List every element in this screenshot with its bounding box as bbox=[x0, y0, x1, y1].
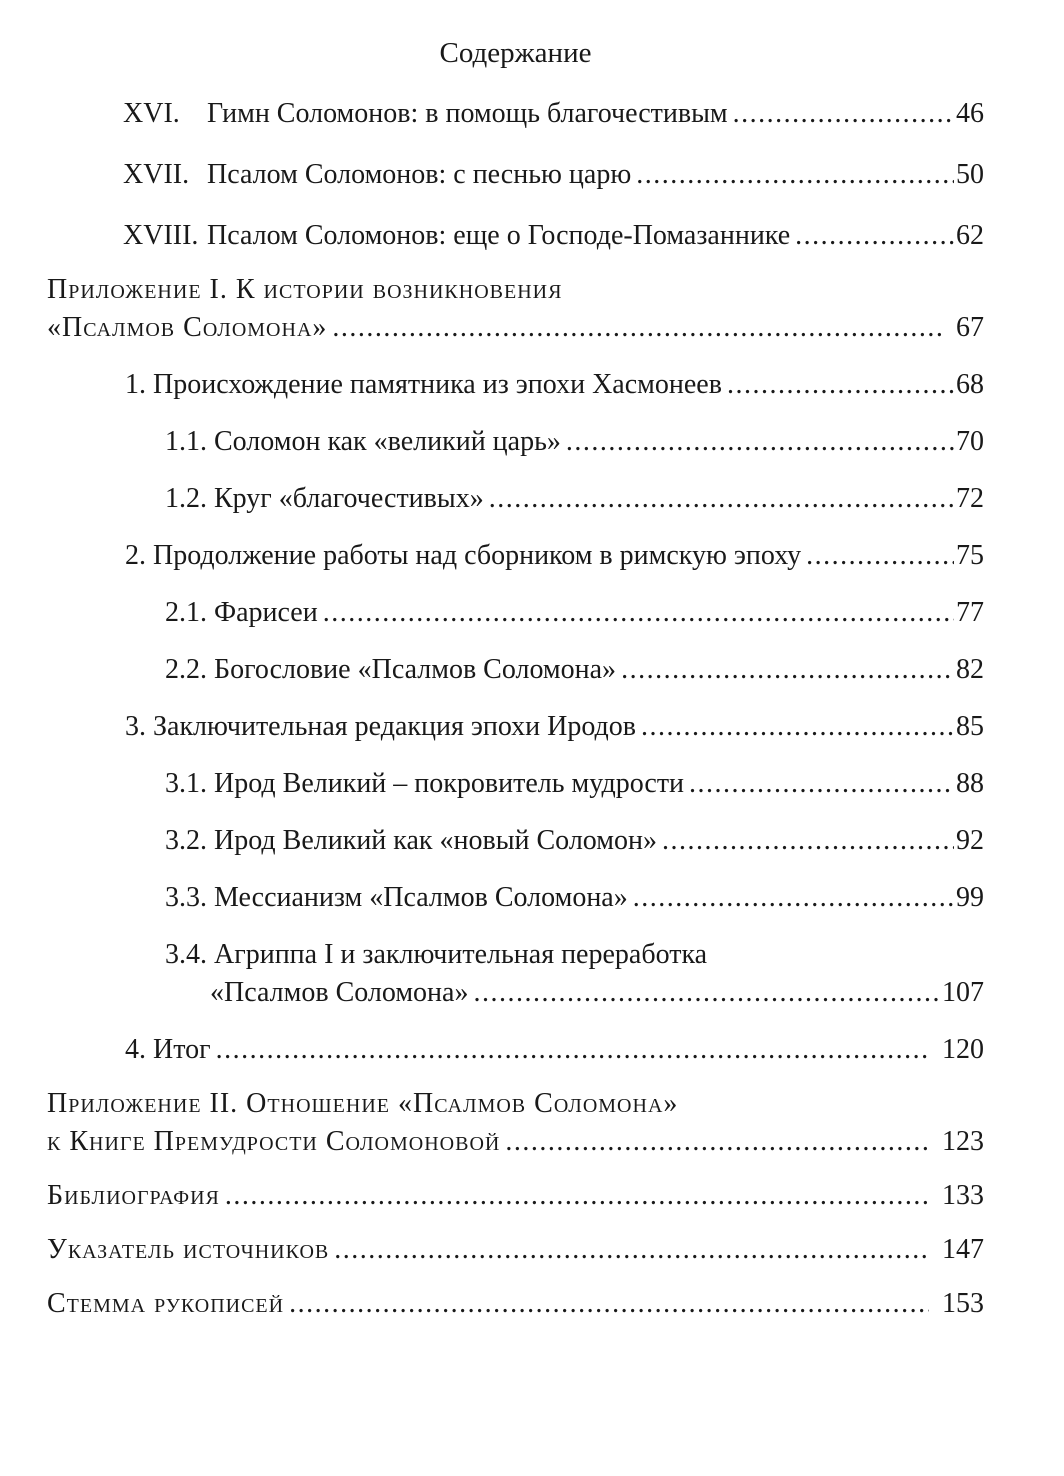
toc-entry-title: 2.2. Богословие «Псалмов Соломона» bbox=[165, 654, 617, 685]
toc-entry bbox=[47, 1231, 984, 1269]
toc-entry bbox=[47, 1177, 984, 1215]
toc-entry-title: 3.4. Агриппа I и заключительная переработка bbox=[165, 939, 708, 970]
toc-entry-page-number: 67 bbox=[956, 312, 984, 343]
toc-entry-lines bbox=[165, 879, 984, 917]
toc-entry-page-number: 77 bbox=[956, 597, 984, 628]
toc-entry-page-number: 99 bbox=[956, 882, 984, 913]
toc-entry-title: 1.1. Соломон как «великий царь» bbox=[165, 426, 561, 457]
toc-entry-title: 3.3. Мессианизм «Псалмов Соломона» bbox=[165, 882, 628, 913]
dot-leader bbox=[566, 423, 954, 461]
toc-entry bbox=[165, 480, 984, 518]
toc-entry-title: 2.1. Фарисеи bbox=[165, 597, 318, 628]
dot-leader bbox=[727, 366, 954, 404]
toc-entry-page-number: 46 bbox=[956, 98, 984, 129]
toc-entry-lines bbox=[165, 822, 984, 860]
toc-entry-page-number: 123 bbox=[942, 1126, 984, 1157]
dot-leader bbox=[733, 95, 954, 133]
toc-entry-lines bbox=[165, 480, 984, 518]
toc-entry-page-number: 147 bbox=[942, 1234, 984, 1265]
dot-leader bbox=[473, 974, 940, 1012]
toc-entry-lines bbox=[165, 594, 984, 632]
dot-leader bbox=[489, 480, 954, 518]
toc-entry bbox=[165, 765, 984, 803]
toc-entry-line bbox=[165, 423, 984, 461]
toc-entry-line bbox=[125, 537, 984, 575]
toc-entry-title: Псалом Соломонов: с песнью царю bbox=[207, 159, 632, 190]
toc-entry-line bbox=[165, 879, 984, 917]
toc-entry-title: 1.2. Круг «благочестивых» bbox=[165, 483, 484, 514]
toc-entry-title: Приложение I. К истории возникновения bbox=[47, 274, 563, 305]
toc-entry-lines bbox=[207, 95, 984, 133]
toc-entry-title: 3.1. Ирод Великий – покровитель мудрости bbox=[165, 768, 685, 799]
toc-entry-line bbox=[165, 936, 984, 974]
toc-entry-line bbox=[165, 765, 984, 803]
dot-leader bbox=[795, 217, 954, 255]
toc-entry-line bbox=[207, 217, 984, 255]
toc-entry-line bbox=[165, 480, 984, 518]
toc-entry-lines bbox=[125, 708, 984, 746]
toc-entry-lines bbox=[165, 423, 984, 461]
toc-entry-title: 3.2. Ирод Великий как «новый Соломон» bbox=[165, 825, 657, 856]
toc-entry-line bbox=[125, 1031, 984, 1069]
toc-entry bbox=[125, 708, 984, 746]
toc-entry bbox=[125, 366, 984, 404]
dot-leader bbox=[216, 1031, 929, 1069]
dot-leader bbox=[633, 879, 954, 917]
toc-entry-title: 1. Происхождение памятника из эпохи Хасмонеев bbox=[125, 369, 722, 400]
toc-entry-line bbox=[165, 822, 984, 860]
toc-entry-page-number: 50 bbox=[956, 159, 984, 190]
toc-entry-lines bbox=[125, 1031, 984, 1069]
toc-entry-title: 2. Продолжение работы над сборником в римскую эпоху bbox=[125, 540, 802, 571]
toc-entry bbox=[47, 1285, 984, 1323]
dot-leader bbox=[323, 594, 954, 632]
toc-entry-line bbox=[47, 1177, 984, 1215]
toc-entry-lines bbox=[47, 1285, 984, 1323]
toc-entry-lines bbox=[47, 1177, 984, 1215]
toc-entry bbox=[123, 217, 984, 255]
toc-entry-lines bbox=[47, 1085, 984, 1161]
toc-entry-number: XVI. bbox=[123, 98, 180, 129]
toc-entry-title: Гимн Соломонов: в помощь благочестивым bbox=[207, 98, 728, 129]
toc-entry-title: Псалом Соломонов: еще о Господе-Помазаннике bbox=[207, 220, 791, 251]
toc-entry-title: 3. Заключительная редакция эпохи Иродов bbox=[125, 711, 636, 742]
dot-leader bbox=[636, 156, 954, 194]
dot-leader bbox=[689, 765, 954, 803]
toc-entry-line bbox=[207, 156, 984, 194]
toc-entry bbox=[165, 423, 984, 461]
toc-entry-line bbox=[47, 1231, 984, 1269]
dot-leader bbox=[641, 708, 954, 746]
toc-entry-title: Стемма рукописей bbox=[47, 1288, 285, 1319]
toc-entry-line bbox=[165, 594, 984, 632]
dot-leader bbox=[505, 1123, 929, 1161]
toc-entry-title: к Книге Премудрости Соломоновой bbox=[47, 1126, 501, 1157]
toc-entry-title: Указатель источников bbox=[47, 1234, 330, 1265]
toc-entry-line bbox=[165, 651, 984, 689]
toc-entry bbox=[165, 879, 984, 917]
toc-entry bbox=[47, 271, 984, 347]
toc-entry-page-number: 82 bbox=[956, 654, 984, 685]
toc-entry-lines bbox=[165, 936, 984, 1012]
toc-entry bbox=[47, 1085, 984, 1161]
toc-entry-page-number: 88 bbox=[956, 768, 984, 799]
toc-entry-line bbox=[125, 366, 984, 404]
toc-entry-title: «Псалмов Соломона» bbox=[210, 977, 469, 1008]
toc-entry-page-number: 120 bbox=[942, 1034, 984, 1065]
toc-entry-number: XVIII. bbox=[123, 220, 199, 251]
toc-entry bbox=[165, 651, 984, 689]
toc-entry-line bbox=[47, 309, 984, 347]
dot-leader bbox=[334, 1231, 929, 1269]
toc-entry bbox=[165, 822, 984, 860]
toc-entry-title: «Псалмов Соломона» bbox=[47, 312, 328, 343]
toc-entry-page-number: 62 bbox=[956, 220, 984, 251]
dot-leader bbox=[225, 1177, 929, 1215]
toc-entry-line bbox=[47, 1123, 984, 1161]
toc-entry-line bbox=[47, 1285, 984, 1323]
toc-entry-lines bbox=[207, 156, 984, 194]
toc-entry-line bbox=[47, 1085, 984, 1123]
toc-entry-line bbox=[165, 974, 984, 1012]
toc-entry-page-number: 70 bbox=[956, 426, 984, 457]
toc-entry-lines bbox=[47, 271, 984, 347]
toc-entry-lines bbox=[165, 651, 984, 689]
toc-entry-page-number: 133 bbox=[942, 1180, 984, 1211]
toc-entry-lines bbox=[165, 765, 984, 803]
toc-entry bbox=[165, 594, 984, 632]
toc-entry-lines bbox=[125, 537, 984, 575]
toc-entry-title: 4. Итог bbox=[125, 1034, 211, 1065]
toc-entry-lines bbox=[125, 366, 984, 404]
page-title: Содержание bbox=[439, 37, 592, 69]
toc-entry bbox=[125, 1031, 984, 1069]
toc-entry bbox=[165, 936, 984, 1012]
toc-entry-number: XVII. bbox=[123, 159, 190, 190]
toc-entry-page-number: 92 bbox=[956, 825, 984, 856]
toc-entry-page-number: 68 bbox=[956, 369, 984, 400]
toc-entry-title: Библиография bbox=[47, 1180, 220, 1211]
toc-entry-line bbox=[125, 708, 984, 746]
toc-entry bbox=[123, 156, 984, 194]
dot-leader bbox=[289, 1285, 929, 1323]
dot-leader bbox=[662, 822, 954, 860]
toc-list bbox=[47, 95, 984, 1323]
toc-entry-page-number: 153 bbox=[942, 1288, 984, 1319]
toc-entry-line bbox=[207, 95, 984, 133]
toc-entry bbox=[123, 95, 984, 133]
toc-entry-title: Приложение II. Отношение «Псалмов Соломона» bbox=[47, 1088, 679, 1119]
toc-entry-page-number: 72 bbox=[956, 483, 984, 514]
toc-entry bbox=[125, 537, 984, 575]
toc-entry-page-number: 75 bbox=[956, 540, 984, 571]
toc-entry-line bbox=[47, 271, 984, 309]
dot-leader bbox=[806, 537, 954, 575]
toc-entry-page-number: 107 bbox=[942, 977, 984, 1008]
dot-leader bbox=[332, 309, 943, 347]
toc-entry-page-number: 85 bbox=[956, 711, 984, 742]
dot-leader bbox=[621, 651, 954, 689]
toc-entry-lines bbox=[47, 1231, 984, 1269]
toc-entry-lines bbox=[207, 217, 984, 255]
